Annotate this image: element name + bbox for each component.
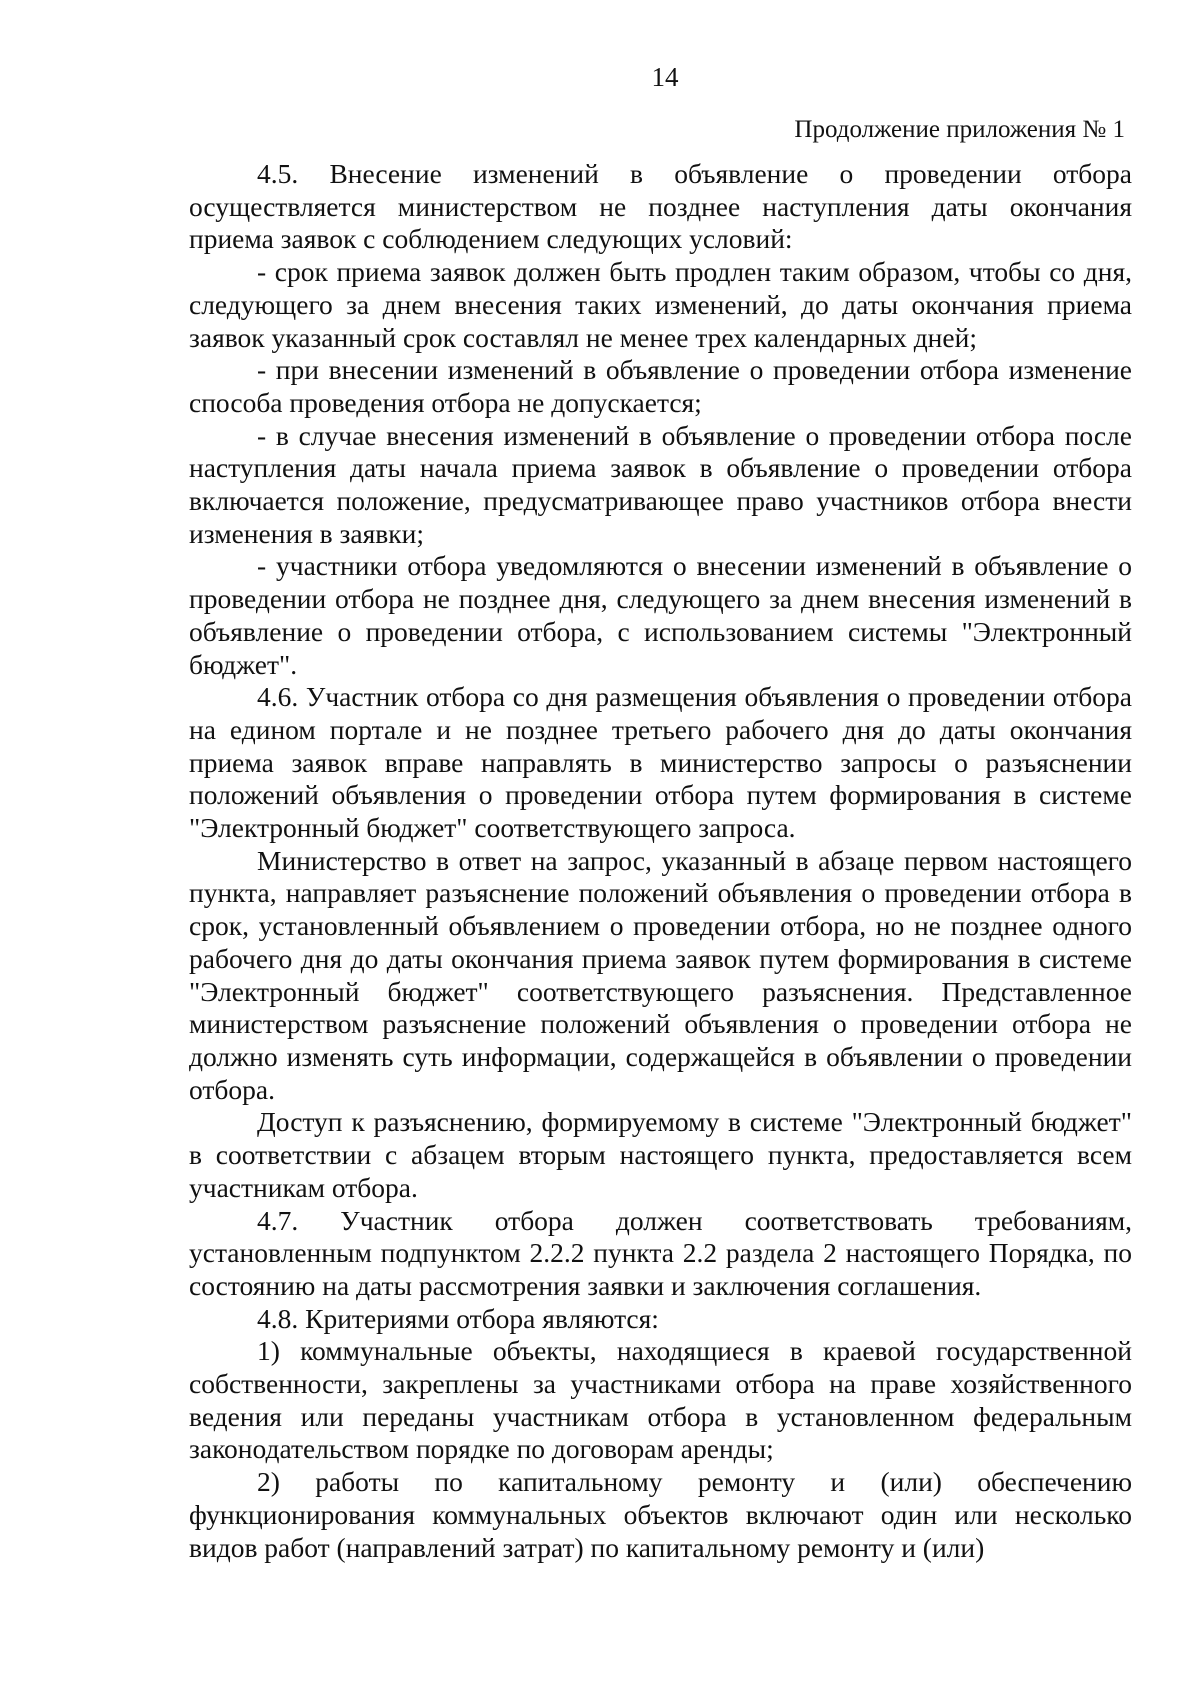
paragraph-4-6: 4.6. Участник отбора со дня размещения объявления о проведении отбора на едином портале и не позднее третьего рабочего дня до даты окончания приема заявок вправе направлять в министерство запросы о разъяснении положений объявления о проведении отбора путем формирования в системе "Электронный бюджет" соответствующего запроса. xyxy=(189,681,1132,844)
paragraph-4-5-condition-3: - в случае внесения изменений в объявление о проведении отбора после наступления даты начала приема заявок в объявление о проведении отбора включается положение, предусматривающее право участников отбора внести изменения в заявки; xyxy=(189,419,1132,549)
paragraph-4-5-condition-4: - участники отбора уведомляются о внесении изменений в объявление о проведении отбора не позднее дня, следующего за днем внесения изменений в объявление о проведении отбора, с использованием системы "Электронный бюджет". xyxy=(189,550,1132,680)
document-body xyxy=(189,158,1132,1564)
paragraph-4-8-criterion-1: 1) коммунальные объекты, находящиеся в краевой государственной собственности, закреплены за участниками отбора на праве хозяйственного ведения или переданы участникам отбора в установленном федеральным законодательством порядке по договорам аренды; xyxy=(189,1335,1132,1465)
paragraph-4-8: 4.8. Критериями отбора являются: xyxy=(257,1302,659,1334)
page-number: 14 xyxy=(651,62,679,92)
paragraph-4-5: 4.5. Внесение изменений в объявление о проведении отбора осуществляется министерством не позднее наступления даты окончания приема заявок с соблюдением следующих условий: xyxy=(189,158,1132,255)
paragraph-4-5-condition-2: - при внесении изменений в объявление о проведении отбора изменение способа проведения отбора не допускается; xyxy=(189,354,1132,418)
paragraph-4-8-criterion-2: 2) работы по капитальному ремонту и (или) обеспечению функционирования коммунальных объектов включают один или несколько видов работ (направлений затрат) по капитальному ремонту и (или) xyxy=(189,1466,1132,1563)
paragraph-4-5-condition-1: - срок приема заявок должен быть продлен таким образом, чтобы со дня, следующего за днем внесения таких изменений, до даты окончания приема заявок указанный срок составлял не менее трех календарных дней; xyxy=(189,256,1132,353)
paragraph-4-7: 4.7. Участник отбора должен соответствовать требованиям, установленным подпунктом 2.2.2 пункта 2.2 раздела 2 настоящего Порядка, по состоянию на даты рассмотрения заявки и заключения соглашения. xyxy=(189,1204,1132,1301)
paragraph-4-6-ministry-answer: Министерство в ответ на запрос, указанный в абзаце первом настоящего пункта, направляет разъяснение положений объявления о проведении отбора в срок, установленный объявлением о проведении отбора, но не позднее одного рабочего дня до даты окончания приема заявок путем формирования в системе "Электронный бюджет" соответствующего разъяснения. Представленное министерством разъяснение положений объявления о проведении отбора не должно изменять суть информации, содержащейся в объявлении о проведении отбора. xyxy=(189,844,1132,1105)
appendix-continuation-note: Продолжение приложения № 1 xyxy=(794,116,1125,143)
paragraph-4-6-access: Доступ к разъяснению, формируемому в системе "Электронный бюджет" в соответствии с абзацем вторым настоящего пункта, предоставляется всем участникам отбора. xyxy=(189,1106,1132,1203)
